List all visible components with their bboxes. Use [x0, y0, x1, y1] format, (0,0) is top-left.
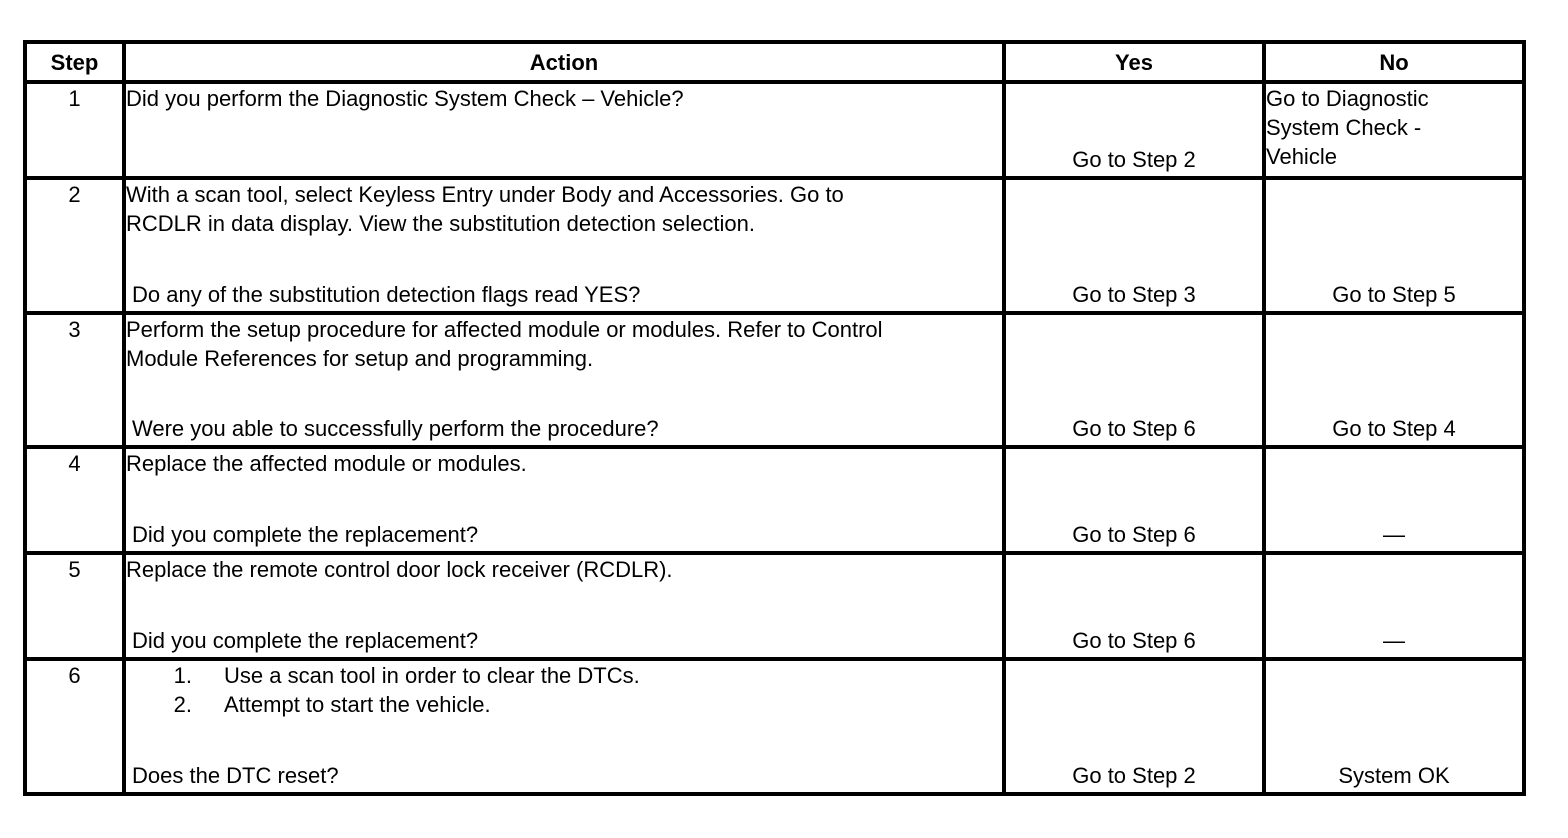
table-row [25, 553, 1524, 659]
action-line: Module References for setup and programming. [126, 346, 594, 371]
list-item [126, 690, 1002, 719]
yes-cell [1004, 82, 1264, 178]
yes-answer: Go to Step 2 [1072, 147, 1196, 172]
no-answer: — [1383, 522, 1405, 547]
yes-cell [1004, 178, 1264, 313]
table-row [25, 313, 1524, 447]
no-cell [1264, 659, 1524, 794]
step-number: 5 [25, 553, 124, 659]
yes-answer: Go to Step 6 [1072, 416, 1196, 441]
numbered-list [126, 661, 1002, 719]
table-row [25, 178, 1524, 313]
step-number: 6 [25, 659, 124, 794]
diagnostic-table [23, 40, 1526, 796]
list-item-text: Use a scan tool in order to clear the DTCs. [224, 663, 640, 688]
header-action: Action [124, 42, 1004, 82]
header-step: Step [25, 42, 124, 82]
step-number: 4 [25, 447, 124, 553]
yes-answer: Go to Step 6 [1072, 628, 1196, 653]
yes-cell [1004, 659, 1264, 794]
header-no: No [1264, 42, 1524, 82]
action-question: Were you able to successfully perform the procedure? [132, 416, 659, 441]
no-cell [1264, 553, 1524, 659]
step-number: 3 [25, 313, 124, 447]
yes-answer: Go to Step 2 [1072, 763, 1196, 788]
table-row [25, 447, 1524, 553]
no-cell [1264, 313, 1524, 447]
action-line: Replace the remote control door lock receiver (RCDLR). [126, 557, 673, 582]
no-answer: — [1383, 628, 1405, 653]
no-answer: System OK [1338, 763, 1450, 788]
no-answer: Go to Step 5 [1332, 282, 1456, 307]
action-cell [124, 447, 1004, 553]
table-row [25, 82, 1524, 178]
list-item [126, 661, 1002, 690]
no-cell [1264, 178, 1524, 313]
table-row [25, 659, 1524, 794]
yes-cell [1004, 447, 1264, 553]
action-cell [124, 659, 1004, 794]
action-cell [124, 178, 1004, 313]
action-cell [124, 313, 1004, 447]
action-cell [124, 82, 1004, 178]
action-line: RCDLR in data display. View the substitution detection selection. [126, 211, 755, 236]
step-number: 2 [25, 178, 124, 313]
action-line: Replace the affected module or modules. [126, 451, 527, 476]
header-yes: Yes [1004, 42, 1264, 82]
list-item-text: Attempt to start the vehicle. [224, 692, 491, 717]
no-answer-line: Vehicle [1266, 144, 1337, 169]
action-question: Does the DTC reset? [132, 763, 339, 788]
yes-answer: Go to Step 6 [1072, 522, 1196, 547]
action-question: Did you complete the replacement? [132, 522, 479, 547]
list-item-number: 1. [173, 663, 192, 688]
yes-cell [1004, 313, 1264, 447]
no-cell [1264, 447, 1524, 553]
action-question: Did you complete the replacement? [132, 628, 479, 653]
action-line: Perform the setup procedure for affected module or modules. Refer to Control [126, 317, 883, 342]
no-answer-line: Go to Diagnostic [1266, 86, 1429, 111]
action-line: With a scan tool, select Keyless Entry under Body and Accessories. Go to [126, 182, 844, 207]
step-number: 1 [25, 82, 124, 178]
header-row [25, 42, 1524, 82]
action-text: Did you perform the Diagnostic System Check – Vehicle? [126, 86, 684, 111]
no-answer-line: System Check - [1266, 115, 1422, 140]
no-cell [1264, 82, 1524, 178]
list-item-number: 2. [173, 692, 192, 717]
yes-answer: Go to Step 3 [1072, 282, 1196, 307]
no-answer: Go to Step 4 [1332, 416, 1456, 441]
action-cell [124, 553, 1004, 659]
action-question: Do any of the substitution detection flags read YES? [132, 282, 641, 307]
yes-cell [1004, 553, 1264, 659]
